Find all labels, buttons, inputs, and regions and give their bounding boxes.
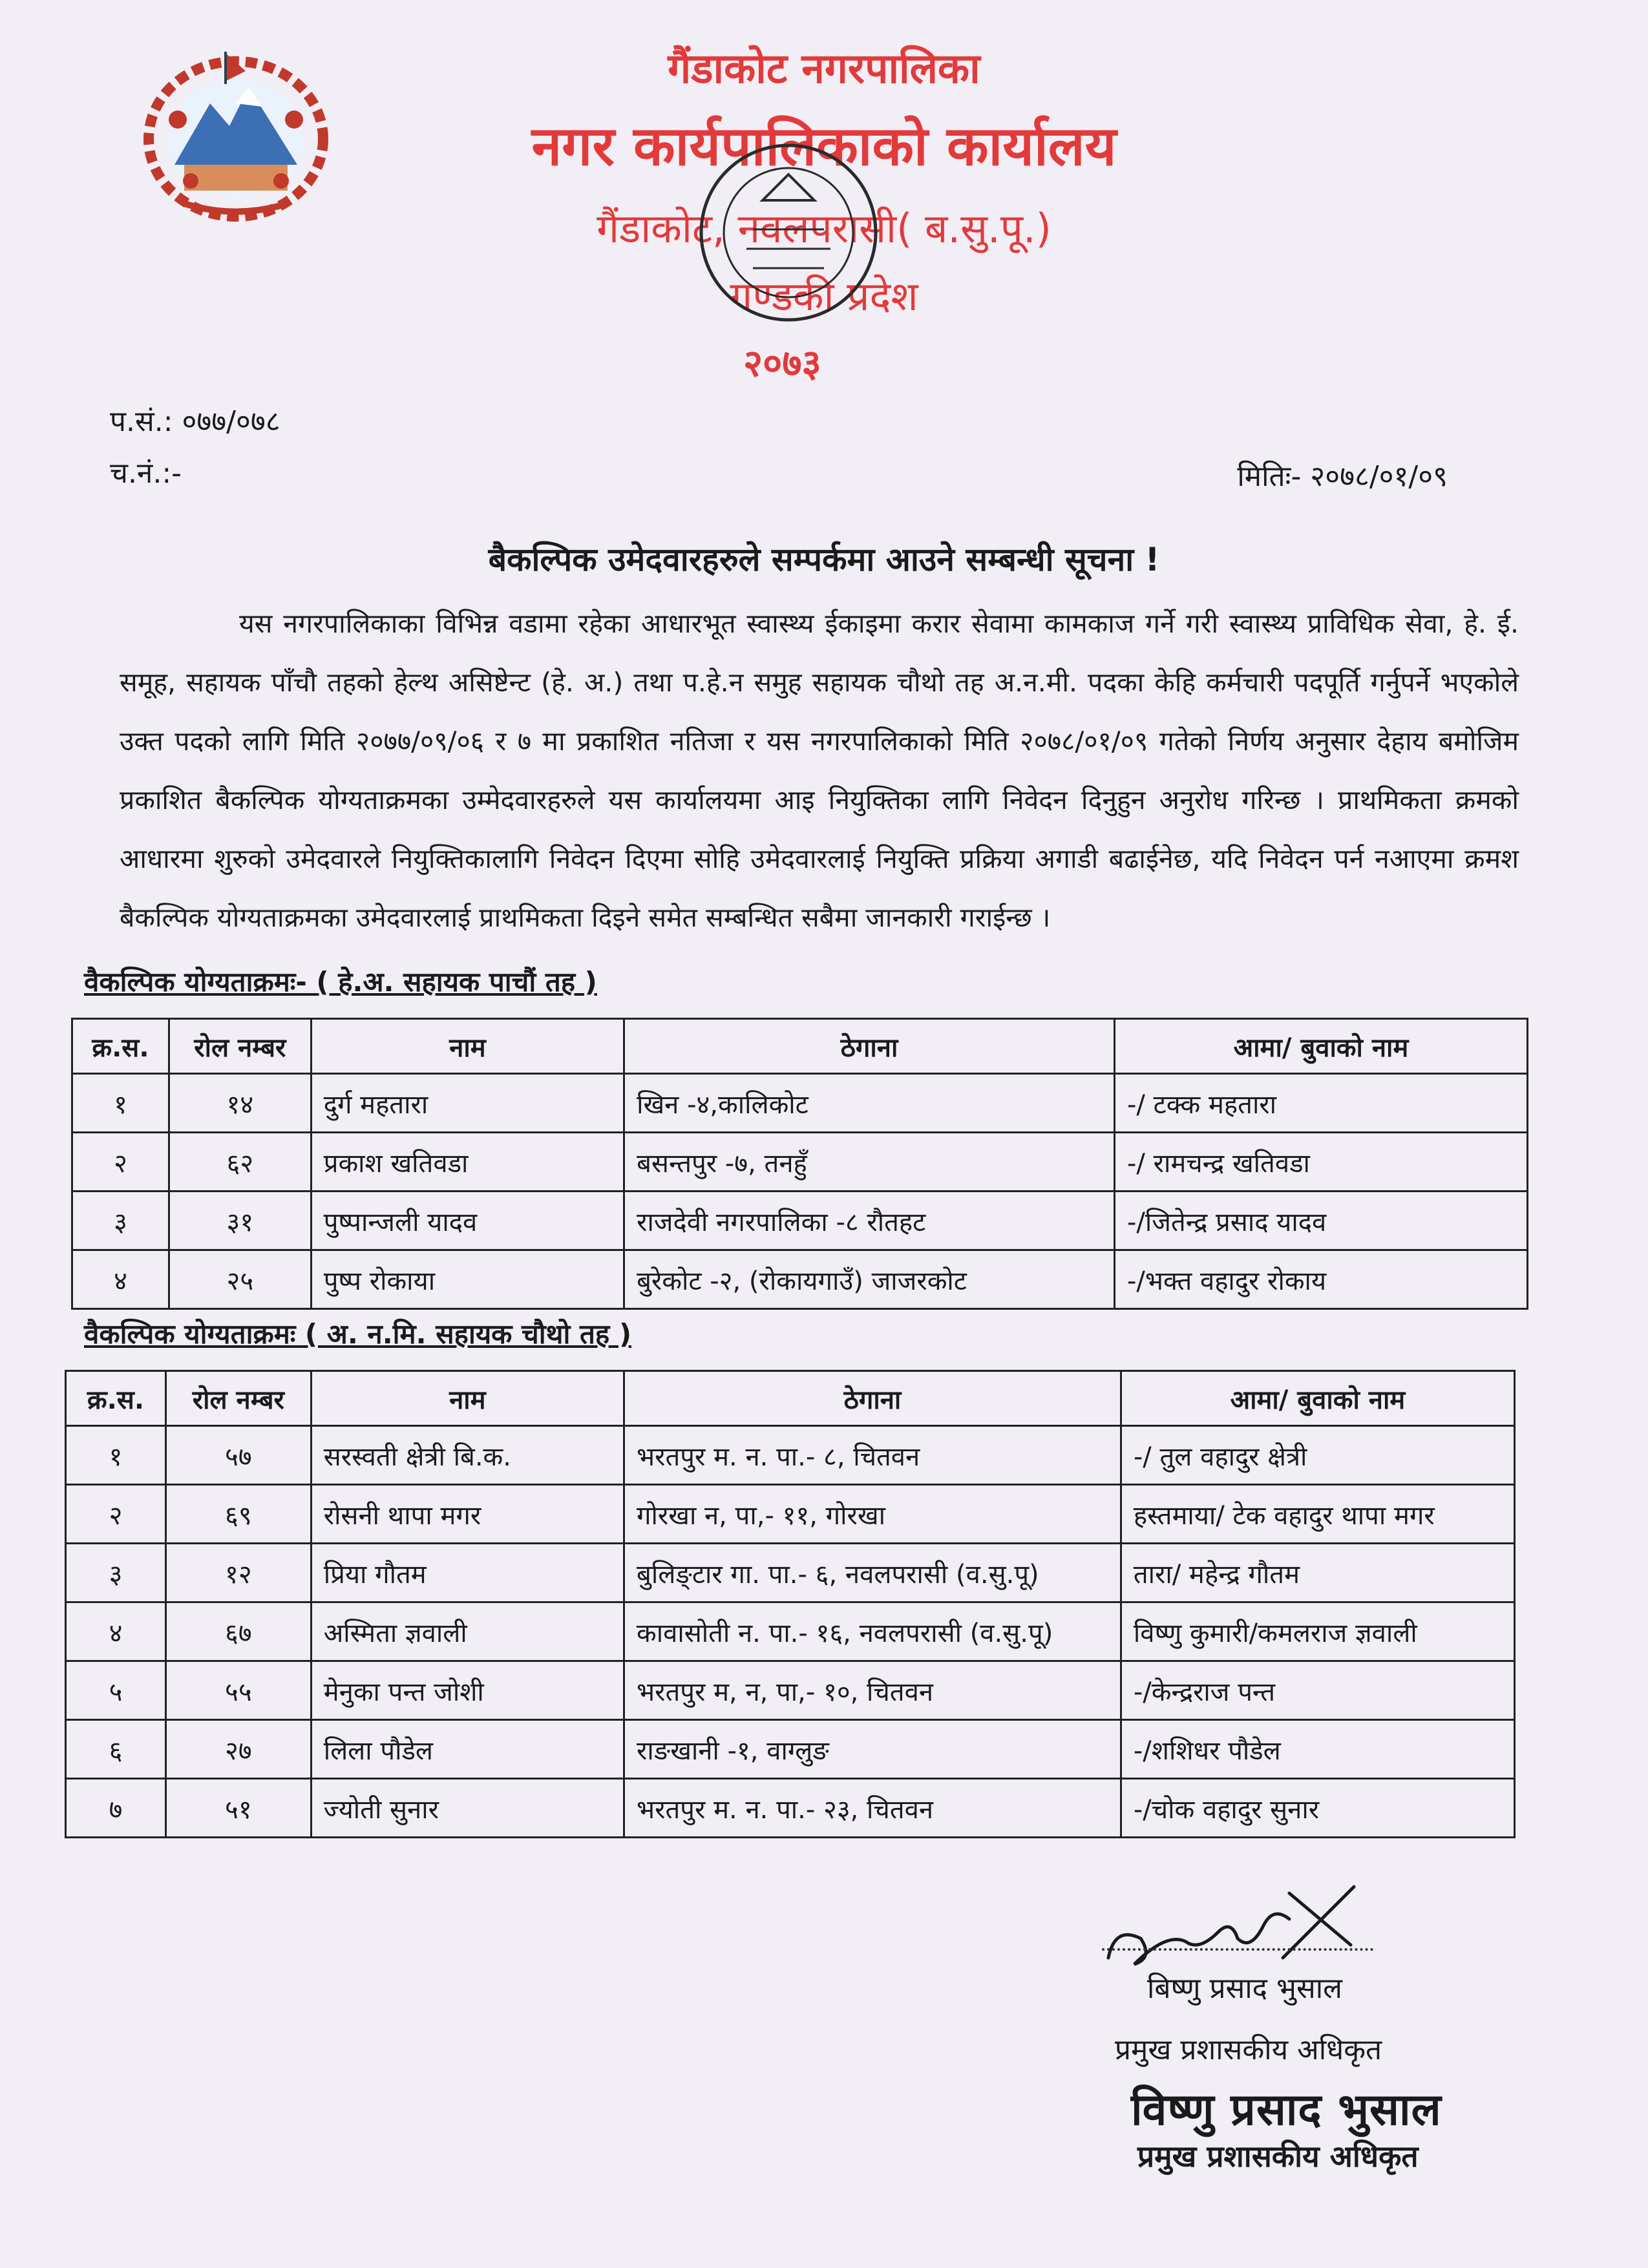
cell-parents: हस्तमाया/ टेक वहादुर थापा मगर xyxy=(1121,1485,1514,1544)
cell-address: राङखानी -१, वाग्लुङ xyxy=(624,1720,1121,1779)
cell-address: बुरेकोट -२, (रोकायगाउँ) जाजरकोट xyxy=(624,1250,1115,1309)
signatory-title: प्रमुख प्रशासकीय अधिकृत xyxy=(1115,2033,1382,2066)
cell-roll: १२ xyxy=(165,1544,311,1602)
signatory-name: बिष्णु प्रसाद भुसाल xyxy=(1147,1972,1342,2005)
table-row xyxy=(66,1720,1515,1779)
cell-serial: ७ xyxy=(66,1779,166,1838)
col-serial: क्र.स. xyxy=(72,1019,169,1074)
cell-address: राजदेवी नगरपालिका -८ रौतहट xyxy=(624,1192,1115,1250)
col-roll: रोल नम्बर xyxy=(165,1371,311,1426)
ha-candidates-table xyxy=(71,1018,1528,1310)
cell-parents: -/चोक वहादुर सुनार xyxy=(1121,1779,1514,1838)
cell-name: मेनुका पन्त जोशी xyxy=(311,1661,624,1720)
cell-serial: १ xyxy=(72,1074,169,1133)
cell-address: भरतपुर म. न. पा.- २३, चितवन xyxy=(624,1779,1121,1838)
notice-title: बैकल्पिक उमेदवारहरुले सम्पर्कमा आउने सम्बन्धी सूचना ! xyxy=(488,541,1160,578)
cell-name: पुष्पान्जली यादव xyxy=(311,1192,624,1250)
table-row xyxy=(66,1661,1515,1720)
cell-name: प्रिया गौतम xyxy=(311,1544,624,1602)
col-serial: क्र.स. xyxy=(66,1371,166,1426)
table-row xyxy=(72,1074,1528,1133)
cell-serial: ४ xyxy=(72,1250,169,1309)
notice-date: मितिः- २०७८/०१/०९ xyxy=(1237,460,1448,493)
cell-serial: ६ xyxy=(66,1720,166,1779)
cell-address: बुलिङ्टार गा. पा.- ६, नवलपरासी (व.सु.पू) xyxy=(624,1544,1121,1602)
section1-title: वैकल्पिक योग्यताक्रमः- ( हे.अ. सहायक पाचौं तह ) xyxy=(84,966,597,998)
cell-name: दुर्ग महतारा xyxy=(311,1074,624,1133)
cell-name: सरस्वती क्षेत्री बि.क. xyxy=(311,1426,624,1485)
seal-year: २०७३ xyxy=(743,341,821,385)
cell-parents: -/ टक्क महतारा xyxy=(1114,1074,1527,1133)
reference-number: प.सं.: ०७७/०७८ xyxy=(110,405,280,438)
table-row xyxy=(66,1485,1515,1544)
name-stamp: विष्णु प्रसाद भुसाल xyxy=(1131,2084,1442,2136)
cell-address: बसन्तपुर -७, तनहुँ xyxy=(624,1133,1115,1192)
cell-address: भरतपुर म. न. पा.- ८, चितवन xyxy=(624,1426,1121,1485)
section2-title: वैकल्पिक योग्यताक्रमः ( अ. न.मि. सहायक चौथो तह ) xyxy=(84,1318,632,1350)
cell-serial: ५ xyxy=(66,1661,166,1720)
signature-line xyxy=(1102,1948,1373,1951)
cell-address: गोरखा न, पा,- ११, गोरखा xyxy=(624,1485,1121,1544)
cell-parents: -/जितेन्द्र प्रसाद यादव xyxy=(1114,1192,1527,1250)
cell-roll: ६९ xyxy=(165,1485,311,1544)
cell-address: खिन -४,कालिकोट xyxy=(624,1074,1115,1133)
cell-serial: २ xyxy=(66,1485,166,1544)
col-parents: आमा/ बुवाको नाम xyxy=(1121,1371,1514,1426)
table-row xyxy=(66,1779,1515,1838)
cell-roll: २५ xyxy=(169,1250,311,1309)
cell-name: ज्योती सुनार xyxy=(311,1779,624,1838)
cell-parents: -/ तुल वहादुर क्षेत्री xyxy=(1121,1426,1514,1485)
cell-parents: -/भक्त वहादुर रोकाय xyxy=(1114,1250,1527,1309)
province-name: गण्डकी प्रदेश xyxy=(730,273,918,320)
cell-serial: ३ xyxy=(72,1192,169,1250)
cell-parents: -/केन्द्रराज पन्त xyxy=(1121,1661,1514,1720)
cell-address: भरतपुर म, न, पा,- १०, चितवन xyxy=(624,1661,1121,1720)
table-row xyxy=(72,1192,1528,1250)
office-address: गैंडाकोट, नवलपरासी( ब.सु.पू.) xyxy=(597,205,1051,252)
table-header-row xyxy=(72,1019,1528,1074)
cell-serial: १ xyxy=(66,1426,166,1485)
col-parents: आमा/ बुवाको नाम xyxy=(1114,1019,1527,1074)
title-stamp: प्रमुख प्रशासकीय अधिकृत xyxy=(1137,2139,1419,2174)
dispatch-number: च.नं.:- xyxy=(110,457,182,490)
cell-roll: ६७ xyxy=(165,1602,311,1661)
cell-roll: ५१ xyxy=(165,1779,311,1838)
cell-serial: ४ xyxy=(66,1602,166,1661)
cell-parents: विष्णु कुमारी/कमलराज ज्ञवाली xyxy=(1121,1602,1514,1661)
cell-name: लिला पौडेल xyxy=(311,1720,624,1779)
cell-name: रोसनी थापा मगर xyxy=(311,1485,624,1544)
cell-name: अस्मिता ज्ञवाली xyxy=(311,1602,624,1661)
office-name: नगर कार्यपालिकाको कार्यालय xyxy=(531,114,1117,178)
col-name: नाम xyxy=(311,1019,624,1074)
table-row xyxy=(66,1426,1515,1485)
cell-roll: ५५ xyxy=(165,1661,311,1720)
cell-roll: २७ xyxy=(165,1720,311,1779)
office-seal-stamp xyxy=(695,139,882,326)
table-row xyxy=(66,1602,1515,1661)
cell-roll: ६२ xyxy=(169,1133,311,1192)
cell-parents: -/ रामचन्द्र खतिवडा xyxy=(1114,1133,1527,1192)
col-name: नाम xyxy=(311,1371,624,1426)
col-address: ठेगाना xyxy=(624,1019,1115,1074)
cell-parents: तारा/ महेन्द्र गौतम xyxy=(1121,1544,1514,1602)
anm-candidates-table xyxy=(65,1370,1516,1838)
notice-body: यस नगरपालिकाका विभिन्न वडामा रहेका आधारभूत स्वास्थ्य ईकाइमा करार सेवामा कामकाज गर्ने गरी स्वास्थ्य प्राविधिक सेवा, हे. ई. समूह, सहायक पाँचौ तहको हेल्थ असिष्टेन्ट (हे. अ.) तथा प.हे.न समुह सहायक चौथो तह अ.न.मी. पदका केहि कर्मचारी पदपूर्ति गर्नुपर्ने भएकोले उक्त पदको लागि मिति २०७७/०९/०६ र ७ मा प्रकाशित नतिजा र यस नगरपालिकाको मिति २०७८/०१/०९ गतेको निर्णय अनुसार देहाय बमोजिम प्रकाशित बैकल्पिक योग्यताक्रमका उम्मेदवारहरुले यस कार्यालयमा आइ नियुक्तिका लागि निवेदन दिनुहुन अनुरोध गरिन्छ । प्राथमिकता क्रमको आधारमा शुरुको उमेदवारले नियुक्तिकालागि निवेदन दिएमा सोहि उमेदवारलाई नियुक्ति प्रक्रिया अगाडी बढाईनेछ, यदि निवेदन पर्न नआएमा क्रमश बैकल्पिक योग्यताक्रमका उमेदवारलाई प्राथमिकता दिइने समेत सम्बन्धित सबैमा जानकारी गराईन्छ । xyxy=(120,608,1519,933)
cell-address: कावासोती न. पा.- १६, नवलपरासी (व.सु.पू) xyxy=(624,1602,1121,1661)
table-row xyxy=(72,1250,1528,1309)
cell-name: पुष्प रोकाया xyxy=(311,1250,624,1309)
cell-serial: ३ xyxy=(66,1544,166,1602)
col-roll: रोल नम्बर xyxy=(169,1019,311,1074)
table-row xyxy=(66,1544,1515,1602)
table-row xyxy=(72,1133,1528,1192)
municipality-name: गैंडाकोट नगरपालिका xyxy=(668,45,980,93)
cell-roll: ५७ xyxy=(165,1426,311,1485)
cell-roll: १४ xyxy=(169,1074,311,1133)
cell-serial: २ xyxy=(72,1133,169,1192)
col-address: ठेगाना xyxy=(624,1371,1121,1426)
cell-parents: -/शशिधर पौडेल xyxy=(1121,1720,1514,1779)
cell-roll: ३१ xyxy=(169,1192,311,1250)
table-header-row xyxy=(66,1371,1515,1426)
cell-name: प्रकाश खतिवडा xyxy=(311,1133,624,1192)
